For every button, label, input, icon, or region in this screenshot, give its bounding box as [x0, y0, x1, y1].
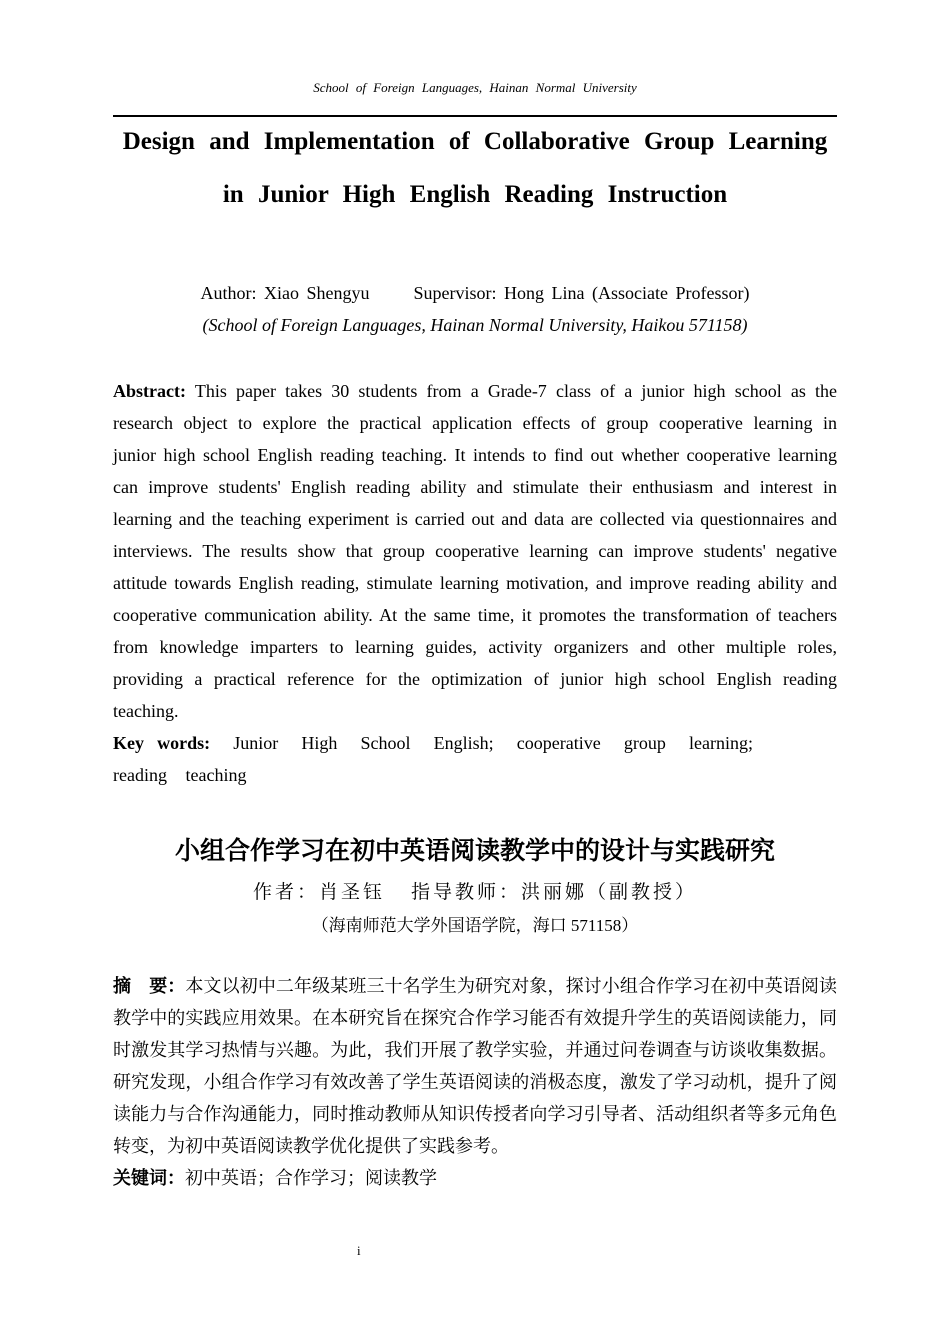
chinese-author-line	[0, 877, 950, 904]
chinese-keywords-text: 初中英语；合作学习；阅读教学	[185, 1168, 437, 1188]
english-author-line	[113, 283, 837, 304]
chinese-title: 小组合作学习在初中英语阅读教学中的设计与实践研究	[174, 836, 775, 865]
chinese-author-name: 作者：肖圣钰	[252, 881, 385, 903]
chinese-affiliation: （海南师范大学外国语学院，海口 571158）	[311, 916, 639, 935]
chinese-abstract	[113, 970, 837, 1162]
author-name: Author: Xiao Shengyu	[200, 283, 370, 303]
english-keywords-label: Key words:	[113, 733, 211, 753]
chinese-abstract-text: 本文以初中二年级某班三十名学生为研究对象，探讨小组合作学习在初中英语阅读教学中的实践应用效果。在本研究旨在探究合作学习能否有效提升学生的英语阅读能力，同时激发其学习热情与兴趣。为此，我们开展了教学实验，并通过问卷调查与访谈收集数据。研究发现，小组合作学习有效改善了学生英语阅读的消极态度，激发了学习动机，提升了阅读能力与合作沟通能力，同时推动教师从知识传授者向学习引导者、活动组织者等多元角色转变，为初中英语阅读教学优化提供了实践参考。	[113, 976, 838, 1156]
english-title-line-1: Design and Implementation of Collaborative Group Learning	[122, 128, 828, 155]
header-rule	[113, 115, 837, 117]
english-abstract-label: Abstract:	[113, 381, 186, 401]
english-keywords-text: Junior High School English; cooperative group learning; reading teaching	[113, 733, 753, 785]
english-affiliation: (School of Foreign Languages, Hainan Normal University, Haikou 571158)	[202, 315, 748, 335]
chinese-keywords-label: 关键词：	[113, 1168, 185, 1188]
english-title-line-2: in Junior High English Reading Instruction	[222, 181, 728, 208]
english-keywords	[113, 727, 753, 791]
english-abstract	[113, 375, 837, 727]
chinese-keywords	[113, 1162, 837, 1194]
chinese-supervisor-name: 指导教师：洪丽娜（副教授）	[411, 881, 698, 903]
page-number: i	[357, 1243, 361, 1258]
supervisor-name: Supervisor: Hong Lina (Associate Professor)	[413, 283, 750, 303]
chinese-abstract-label: 摘 要：	[113, 976, 186, 996]
english-abstract-text: This paper takes 30 students from a Grade-7 class of a junior high school as the research object to explore the practical application effects of group cooperative learning in junior high school English reading teaching. It intends to find out whether cooperative learning can improve students' English reading ability and stimulate their enthusiasm and interest in learning and the teaching experiment is carried out and data are collected via questionnaires and interviews. The results show that group cooperative learning can improve students' negative attitude towards English reading, stimulate learning motivation, and improve reading ability and cooperative communication ability. At the same time, it promotes the transformation of teachers from knowledge imparters to learning guides, activity organizers and other multiple roles, providing a practical reference for the optimization of junior high school English reading teaching.	[113, 381, 837, 721]
running-header: School of Foreign Languages, Hainan Normal University	[313, 80, 637, 95]
